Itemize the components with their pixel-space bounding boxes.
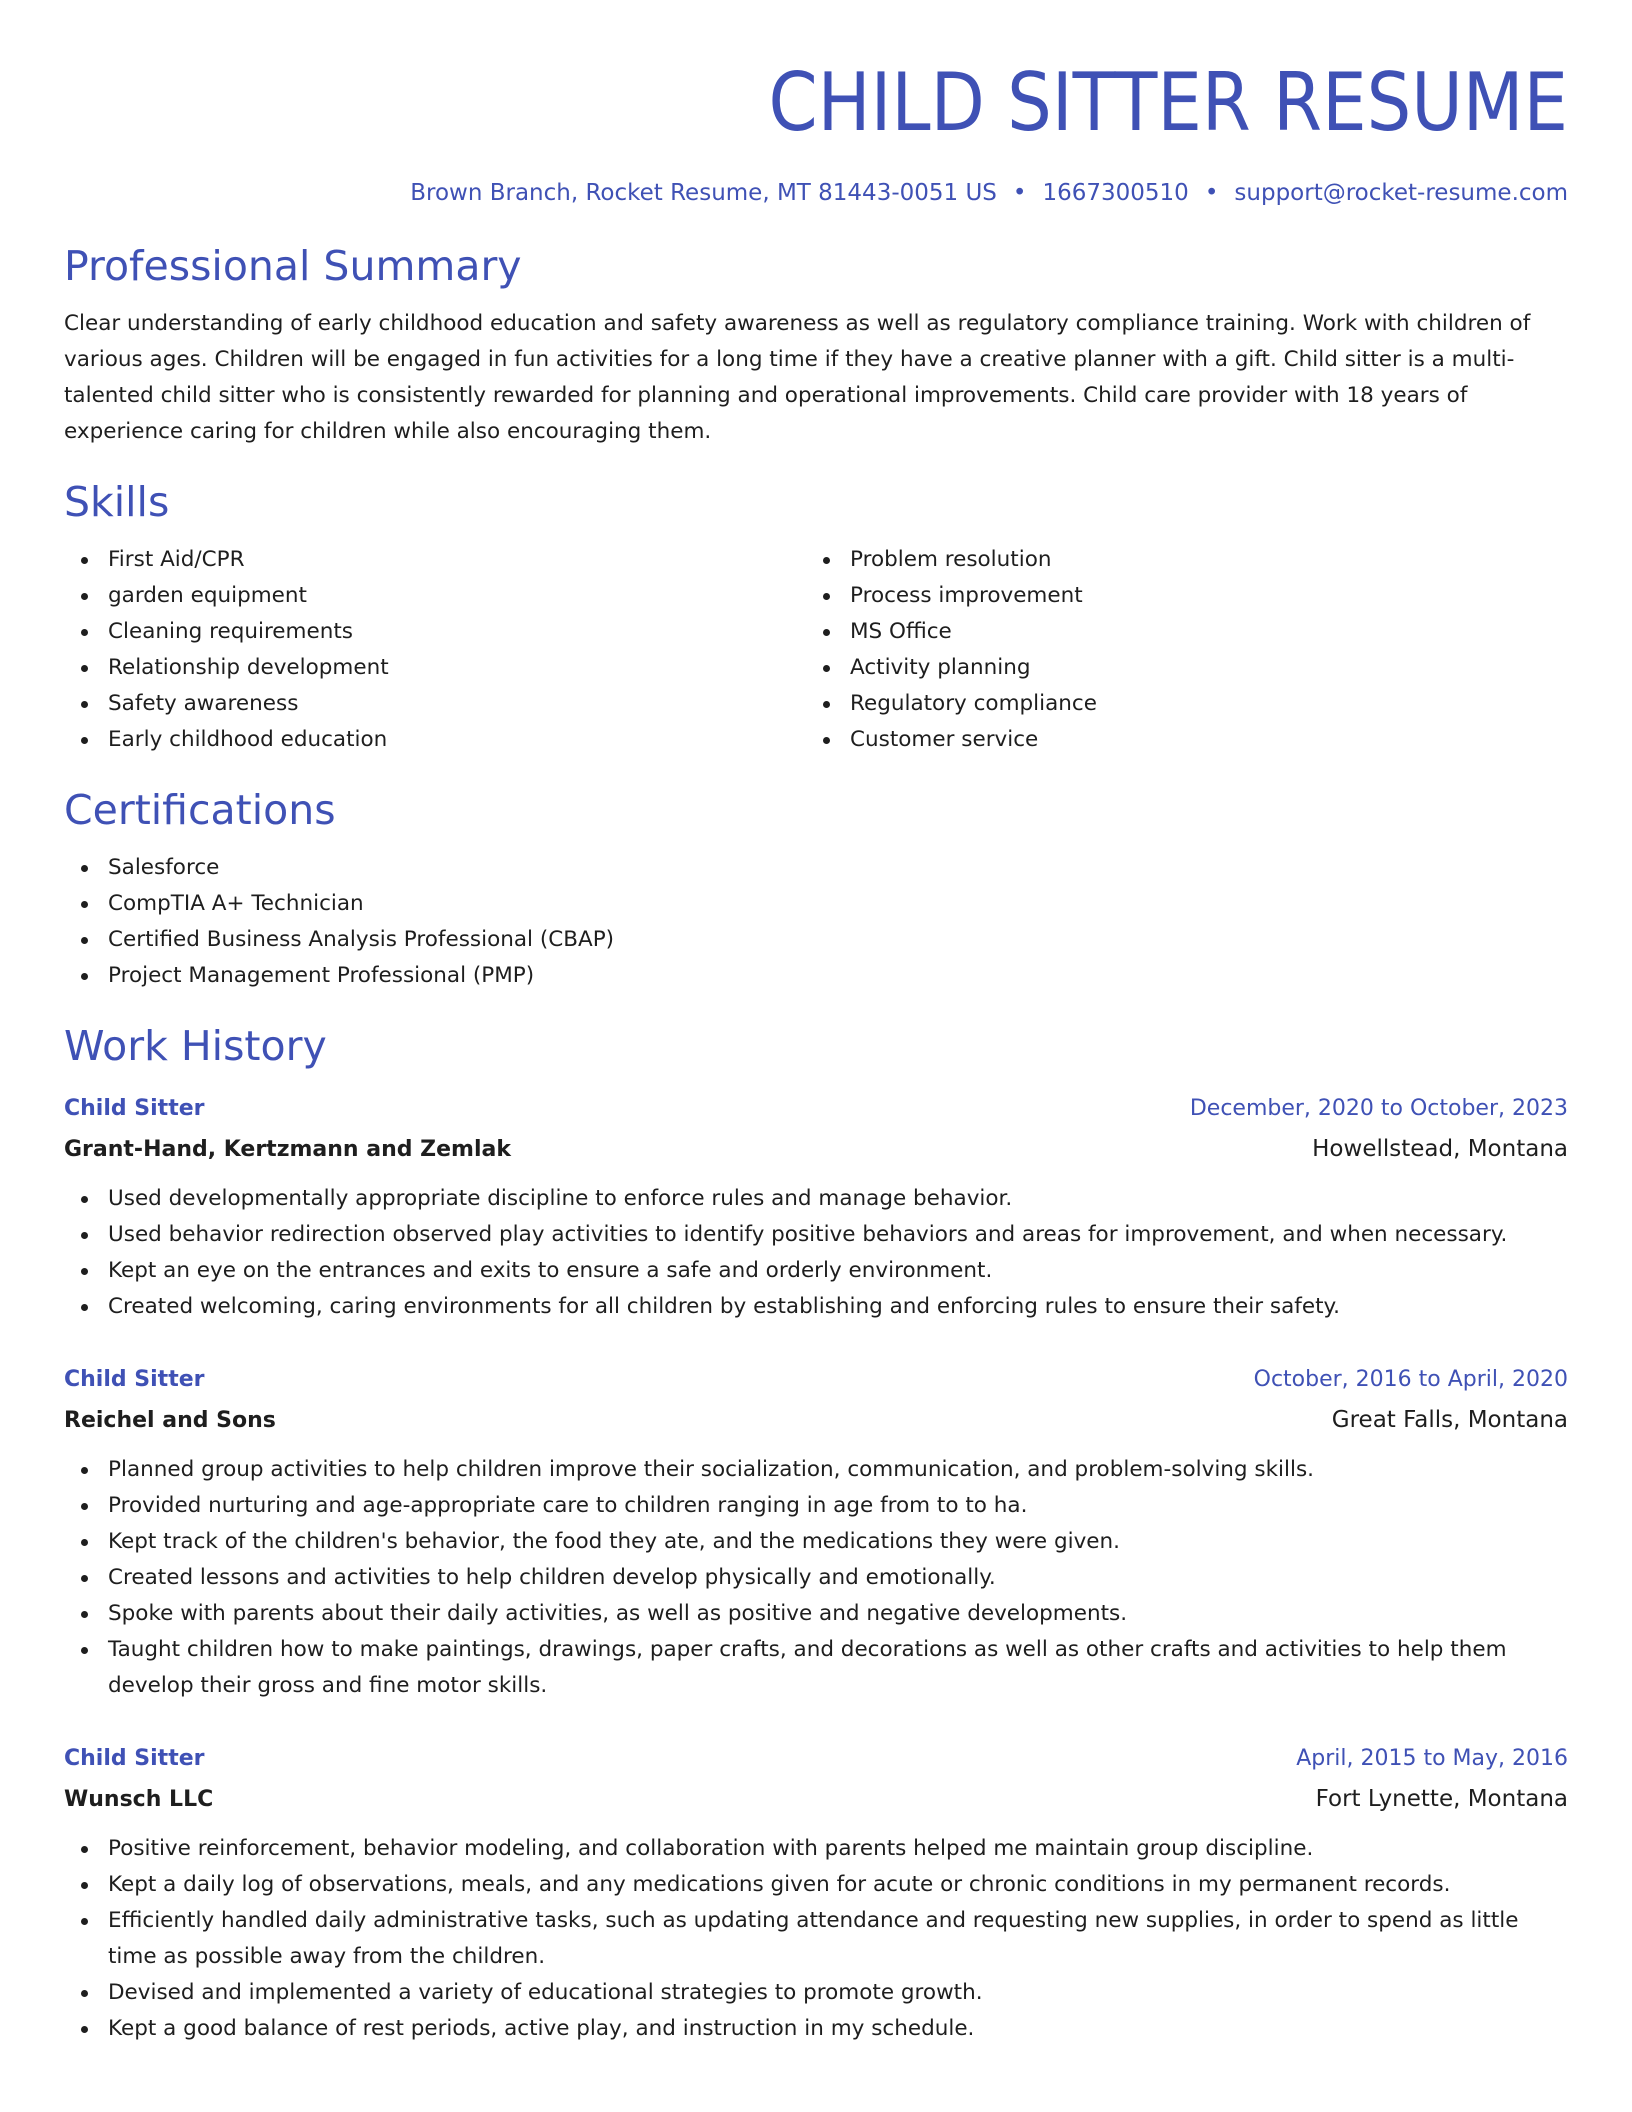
resume-title: CHILD SITTER RESUME bbox=[768, 56, 1568, 149]
job-duty: Kept an eye on the entrances and exits to ensure a safe and orderly environment. bbox=[64, 1253, 1568, 1289]
job-company-row bbox=[64, 1405, 1568, 1436]
job-duty: Created welcoming, caring environments for all children by establishing and enforcing rules to ensure their safety. bbox=[64, 1289, 1568, 1325]
job-duty: Kept a good balance of rest periods, active play, and instruction in my schedule. bbox=[64, 2011, 1568, 2047]
job-entry bbox=[64, 1094, 1568, 1325]
job-location: Howellstead, Montana bbox=[1312, 1136, 1568, 1162]
skill-item: Cleaning requirements bbox=[64, 614, 806, 650]
job-entry bbox=[64, 1365, 1568, 1704]
skills-grid bbox=[64, 542, 1568, 758]
contact-phone: 1667300510 bbox=[1042, 180, 1189, 206]
job-header-row bbox=[64, 1365, 1568, 1395]
skill-item: Customer service bbox=[806, 722, 1548, 758]
summary-text: Clear understanding of early childhood education and safety awareness as well as regulatory compliance training. Work with children of various ages. Children will be engaged in fun activities for a long time if they have a creative planner with a gift. Child sitter is a multi-talented child sitter who is consistently rewarded for planning and operational improvements. Child care provider with 18 years of experience caring for children while also encouraging them. bbox=[64, 311, 1531, 444]
job-duty: Kept a daily log of observations, meals, and any medications given for acute or chronic conditions in my permanent records. bbox=[64, 1867, 1568, 1903]
job-company: Grant-Hand, Kertzmann and Zemlak bbox=[64, 1137, 511, 1162]
certification-item: CompTIA A+ Technician bbox=[64, 886, 1568, 922]
work-history-heading: Work History bbox=[64, 1022, 327, 1070]
job-position: Child Sitter bbox=[64, 1746, 205, 1771]
contact-line bbox=[64, 178, 1568, 208]
skill-item: Early childhood education bbox=[64, 722, 806, 758]
skill-item: Problem resolution bbox=[806, 542, 1548, 578]
skill-item: garden equipment bbox=[64, 578, 806, 614]
skill-item: Process improvement bbox=[806, 578, 1548, 614]
job-company: Reichel and Sons bbox=[64, 1408, 276, 1433]
resume-page bbox=[64, 56, 1568, 2047]
summary-heading: Professional Summary bbox=[64, 242, 522, 290]
job-header-row bbox=[64, 1744, 1568, 1774]
skills-list-left bbox=[64, 542, 806, 758]
job-duty: Used developmentally appropriate discipline to enforce rules and manage behavior. bbox=[64, 1181, 1568, 1217]
job-company-row bbox=[64, 1784, 1568, 1815]
job-duty: Planned group activities to help children improve their socialization, communication, and problem-solving skills. bbox=[64, 1452, 1568, 1488]
job-duty: Provided nurturing and age-appropriate care to children ranging in age from to to ha. bbox=[64, 1488, 1568, 1524]
job-dates: December, 2020 to October, 2023 bbox=[1189, 1096, 1568, 1121]
certification-item: Project Management Professional (PMP) bbox=[64, 958, 1568, 994]
contact-address: Brown Branch, Rocket Resume, MT 81443-0051 US bbox=[410, 180, 997, 206]
skill-item: MS Office bbox=[806, 614, 1548, 650]
contact-email[interactable]: support@rocket-resume.com bbox=[1234, 180, 1568, 206]
certification-item: Salesforce bbox=[64, 850, 1568, 886]
job-duty: Used behavior redirection observed play activities to identify positive behaviors and areas for improvement, and when necessary. bbox=[64, 1217, 1568, 1253]
job-duty: Spoke with parents about their daily activities, as well as positive and negative developments. bbox=[64, 1596, 1568, 1632]
job-position: Child Sitter bbox=[64, 1367, 205, 1392]
contact-separator: • bbox=[1012, 180, 1027, 206]
job-duty: Positive reinforcement, behavior modeling, and collaboration with parents helped me maintain group discipline. bbox=[64, 1831, 1568, 1867]
skill-item: Safety awareness bbox=[64, 686, 806, 722]
skill-item: Activity planning bbox=[806, 650, 1548, 686]
job-header-row bbox=[64, 1094, 1568, 1124]
job-entry bbox=[64, 1744, 1568, 2047]
job-duties-list bbox=[64, 1452, 1568, 1704]
job-location: Great Falls, Montana bbox=[1331, 1407, 1568, 1433]
certification-item: Certified Business Analysis Professional (CBAP) bbox=[64, 922, 1568, 958]
job-duty: Efficiently handled daily administrative tasks, such as updating attendance and requesting new supplies, in order to spend as little time as possible away from the children. bbox=[64, 1903, 1568, 1975]
skill-item: Relationship development bbox=[64, 650, 806, 686]
job-company: Wunsch LLC bbox=[64, 1787, 214, 1812]
job-duty: Created lessons and activities to help children develop physically and emotionally. bbox=[64, 1560, 1568, 1596]
job-position: Child Sitter bbox=[64, 1096, 205, 1121]
skill-item: Regulatory compliance bbox=[806, 686, 1548, 722]
job-location: Fort Lynette, Montana bbox=[1315, 1786, 1568, 1812]
skills-list-right bbox=[806, 542, 1548, 758]
certifications-heading: Certifications bbox=[64, 786, 336, 834]
skill-item: First Aid/CPR bbox=[64, 542, 806, 578]
skills-heading: Skills bbox=[64, 478, 170, 526]
job-duty: Devised and implemented a variety of educational strategies to promote growth. bbox=[64, 1975, 1568, 2011]
job-duties-list bbox=[64, 1181, 1568, 1325]
job-duty: Kept track of the children's behavior, the food they ate, and the medications they were given. bbox=[64, 1524, 1568, 1560]
job-dates: April, 2015 to May, 2016 bbox=[1296, 1746, 1568, 1771]
certifications-list bbox=[64, 850, 1568, 994]
job-duties-list bbox=[64, 1831, 1568, 2047]
job-company-row bbox=[64, 1134, 1568, 1165]
job-dates: October, 2016 to April, 2020 bbox=[1253, 1367, 1568, 1392]
job-duty: Taught children how to make paintings, drawings, paper crafts, and decorations as well as other crafts and activities to help them develop their gross and fine motor skills. bbox=[64, 1632, 1568, 1704]
contact-separator: • bbox=[1204, 180, 1219, 206]
